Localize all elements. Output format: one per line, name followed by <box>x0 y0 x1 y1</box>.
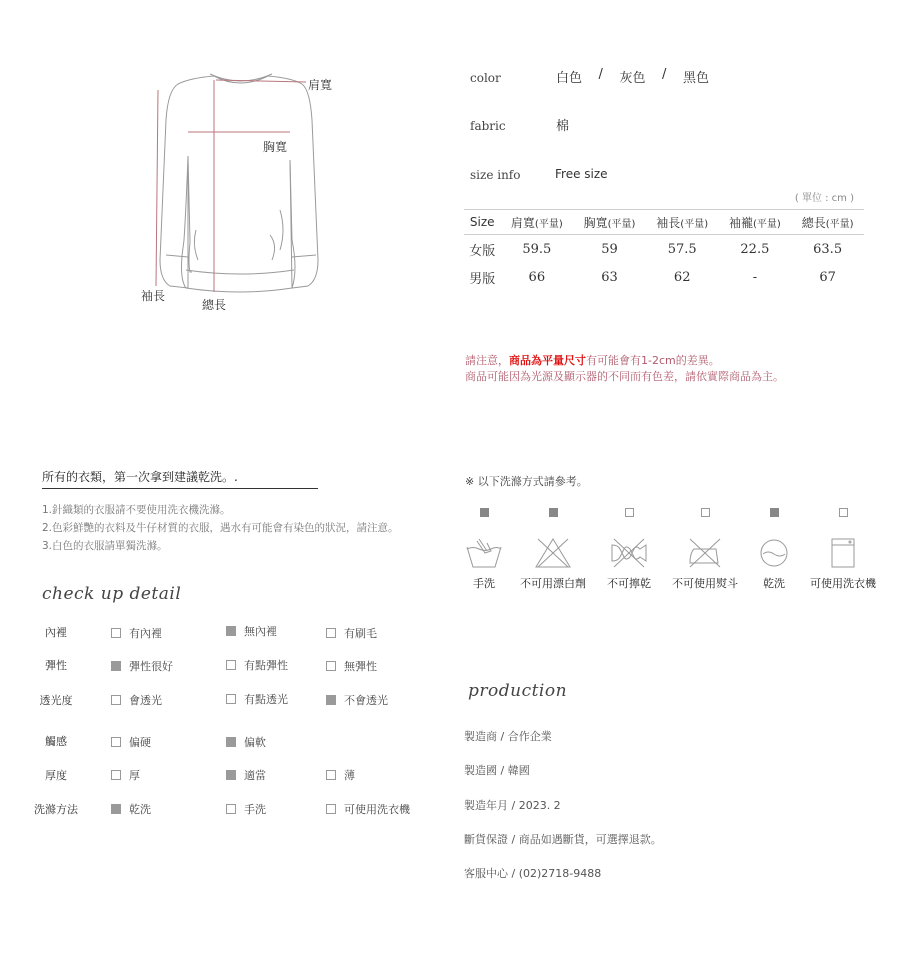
care-note: 3.白色的衣服請單獨洗滌。 <box>42 540 168 552</box>
checkbox-checked-icon[interactable] <box>226 737 236 747</box>
checkbox-option[interactable] <box>226 801 266 817</box>
checkbox-option[interactable] <box>111 625 162 641</box>
wash-item-no-bleach <box>513 508 593 591</box>
checkbox-option[interactable] <box>326 658 377 674</box>
chest-width-label: 胸寬 <box>263 140 288 154</box>
shoulder-width-label: 肩寬 <box>308 78 333 92</box>
checkbox-icon[interactable] <box>111 737 121 747</box>
color-separator <box>666 67 683 86</box>
wash-indicator <box>480 508 489 517</box>
checkbox-option[interactable] <box>226 657 288 673</box>
wash-item-no-iron <box>665 508 745 591</box>
checkup-row-label: 洗滌方法 <box>34 803 78 816</box>
wash-indicator <box>549 508 558 517</box>
option-label: 手洗 <box>244 803 266 816</box>
color-option: 黑色 <box>682 71 709 86</box>
checkbox-option[interactable] <box>326 767 355 783</box>
fabric-value: 棉 <box>556 119 570 134</box>
wash-indicator <box>839 508 848 517</box>
table-row <box>464 263 864 291</box>
wash-note: ※ 以下洗滌方式請參考。 <box>465 475 588 488</box>
checkbox-option[interactable] <box>226 623 277 639</box>
total-length-label: 總長 <box>202 298 227 312</box>
shoulder-header <box>500 210 573 235</box>
wash-item-dry-clean <box>734 508 814 591</box>
checkbox-icon[interactable] <box>326 770 336 780</box>
checkbox-icon[interactable] <box>226 694 236 704</box>
header-label: 袖長 <box>656 215 681 230</box>
color-option: 灰色 <box>619 71 646 86</box>
table-cell: 59 <box>601 241 618 257</box>
header-label: 肩寬 <box>510 215 535 230</box>
care-note: 2.色彩鮮艷的衣料及牛仔材質的衣服，遇水有可能會有染色的狀況，請注意。 <box>42 522 399 534</box>
color-list <box>556 67 709 86</box>
header-sub: (平量) <box>825 218 854 230</box>
checkbox-option[interactable] <box>111 767 140 783</box>
wash-indicator <box>770 508 779 517</box>
option-label: 偏軟 <box>244 736 266 749</box>
armhole-header <box>719 210 792 235</box>
option-label: 不會透光 <box>344 694 388 707</box>
checkbox-icon[interactable] <box>226 660 236 670</box>
wash-label: 不可擰乾 <box>607 577 651 590</box>
table-cell: 62 <box>673 269 691 285</box>
production-line: 製造國 / 韓國 <box>464 764 530 777</box>
wash-item-hand-wash <box>444 508 524 591</box>
checkbox-option[interactable] <box>111 801 151 817</box>
size-table-header <box>464 210 864 235</box>
option-label: 適當 <box>244 769 266 782</box>
table-cell: 63 <box>601 269 618 285</box>
header-sub: (平量) <box>680 218 709 230</box>
table-cell: 63.5 <box>813 241 843 257</box>
checkbox-icon[interactable] <box>326 661 336 671</box>
header-sub: (平量) <box>607 218 636 230</box>
checkbox-option[interactable] <box>226 691 288 707</box>
option-label: 可使用洗衣機 <box>344 803 410 816</box>
length-header <box>791 210 864 235</box>
production-line: 客服中心 / (02)2718-9488 <box>464 867 602 880</box>
checkbox-option[interactable] <box>111 658 173 674</box>
option-label: 會透光 <box>129 694 162 707</box>
table-cell: - <box>752 269 758 285</box>
notice-emphasis: 商品為平量尺寸 <box>509 354 586 367</box>
wash-indicator <box>701 508 710 517</box>
option-label: 彈性很好 <box>129 660 173 673</box>
option-label: 無彈性 <box>344 660 377 673</box>
production-line: 斷貨保證 / 商品如遇斷貨，可選擇退款。 <box>464 833 662 846</box>
checkup-row-label: 透光度 <box>39 694 73 707</box>
size-header-label: Size <box>469 215 495 229</box>
header-label: 袖襱 <box>728 215 753 230</box>
color-option: 白色 <box>556 71 583 86</box>
care-title: 所有的衣類，第一次拿到建議乾洗。. <box>42 468 318 489</box>
color-notice: 商品可能因為光源及顯示器的不同而有色差，請依實際商品為主。 <box>465 370 784 383</box>
checkbox-checked-icon[interactable] <box>226 770 236 780</box>
table-cell: 57.5 <box>667 241 697 257</box>
header-sub: (平量) <box>534 218 563 230</box>
checkbox-option[interactable] <box>326 692 388 708</box>
option-label: 有刷毛 <box>344 627 377 640</box>
wash-label: 不可用漂白劑 <box>520 577 586 590</box>
checkup-row-label: 彈性 <box>45 659 67 672</box>
care-note: 1.針織類的衣服請不要使用洗衣機洗滌。 <box>42 504 231 516</box>
checkbox-icon[interactable] <box>111 770 121 780</box>
notice-text: 請注意， <box>465 354 509 367</box>
size-info-key: size info <box>470 168 521 182</box>
hand-wash-icon <box>465 537 503 569</box>
checkup-row-label: 厚度 <box>45 769 67 782</box>
checkbox-icon[interactable] <box>111 695 121 705</box>
checkbox-checked-icon[interactable] <box>226 626 236 636</box>
dry-clean-icon <box>755 537 793 569</box>
table-row <box>464 235 864 264</box>
option-label: 薄 <box>344 769 355 782</box>
table-cell: 女版 <box>469 243 496 259</box>
table-cell: 男版 <box>469 271 496 287</box>
checkbox-checked-icon[interactable] <box>326 695 336 705</box>
notice-text: 有可能會有1-2cm的差異。 <box>586 354 720 367</box>
no-iron-icon <box>686 537 724 569</box>
color-separator: / <box>662 67 667 82</box>
wash-label: 可使用洗衣機 <box>810 577 876 590</box>
checkbox-checked-icon[interactable] <box>111 661 121 671</box>
header-label: 總長 <box>801 215 826 230</box>
production-title: production <box>468 681 568 701</box>
checkup-title: check up detail <box>42 584 182 604</box>
checkbox-option[interactable] <box>111 692 162 708</box>
checkbox-icon[interactable] <box>326 804 336 814</box>
option-label: 有點彈性 <box>244 659 288 672</box>
no-wring-icon <box>610 537 648 569</box>
checkbox-icon[interactable] <box>226 804 236 814</box>
checkbox-option[interactable] <box>111 734 151 750</box>
wash-item-no-wring <box>589 508 669 591</box>
size-notice <box>465 352 720 368</box>
option-label: 無內裡 <box>244 625 277 638</box>
checkbox-option[interactable] <box>226 734 266 750</box>
checkbox-option[interactable] <box>326 625 377 641</box>
size-header <box>464 210 500 235</box>
unit-label: ( 單位 : cm ) <box>794 193 854 204</box>
size-info-value: Free size <box>555 167 608 181</box>
checkbox-icon[interactable] <box>326 628 336 638</box>
checkbox-icon[interactable] <box>111 628 121 638</box>
table-cell: 59.5 <box>522 241 552 257</box>
wash-label: 手洗 <box>473 577 495 590</box>
checkbox-option[interactable] <box>326 801 410 817</box>
garment-diagram <box>130 60 360 320</box>
color-separator <box>603 67 620 86</box>
color-separator <box>645 67 662 86</box>
wash-item-washing-machine <box>803 508 883 591</box>
header-sub: (平量) <box>752 218 781 230</box>
checkup-row-label: 內裡 <box>45 626 67 639</box>
fabric-key: fabric <box>470 119 506 133</box>
option-label: 有點透光 <box>244 693 288 706</box>
table-cell: 22.5 <box>740 241 770 257</box>
header-label: 胸寬 <box>583 215 608 230</box>
color-key: color <box>470 71 501 85</box>
wash-indicator <box>625 508 634 517</box>
checkbox-option[interactable] <box>226 767 266 783</box>
size-table <box>464 209 864 291</box>
washing-machine-icon <box>824 537 862 569</box>
option-label: 偏硬 <box>129 736 151 749</box>
option-label: 有內裡 <box>129 627 162 640</box>
no-bleach-icon <box>534 537 572 569</box>
table-cell: 66 <box>528 269 546 285</box>
wash-label: 乾洗 <box>763 577 785 590</box>
production-line: 製造年月 / 2023. 2 <box>464 799 561 812</box>
checkbox-checked-icon[interactable] <box>111 804 121 814</box>
wash-label: 不可使用熨斗 <box>672 577 738 590</box>
color-separator: / <box>598 67 603 82</box>
chest-header <box>573 210 646 235</box>
production-line: 製造商 / 合作企業 <box>464 730 552 743</box>
sleeve-header <box>646 210 719 235</box>
option-label: 乾洗 <box>129 803 151 816</box>
option-label: 厚 <box>129 769 140 782</box>
checkup-row-label: 觸感 <box>45 735 67 748</box>
sleeve-length-label: 袖長 <box>141 289 166 303</box>
table-cell: 67 <box>819 269 836 285</box>
color-separator <box>582 67 599 86</box>
